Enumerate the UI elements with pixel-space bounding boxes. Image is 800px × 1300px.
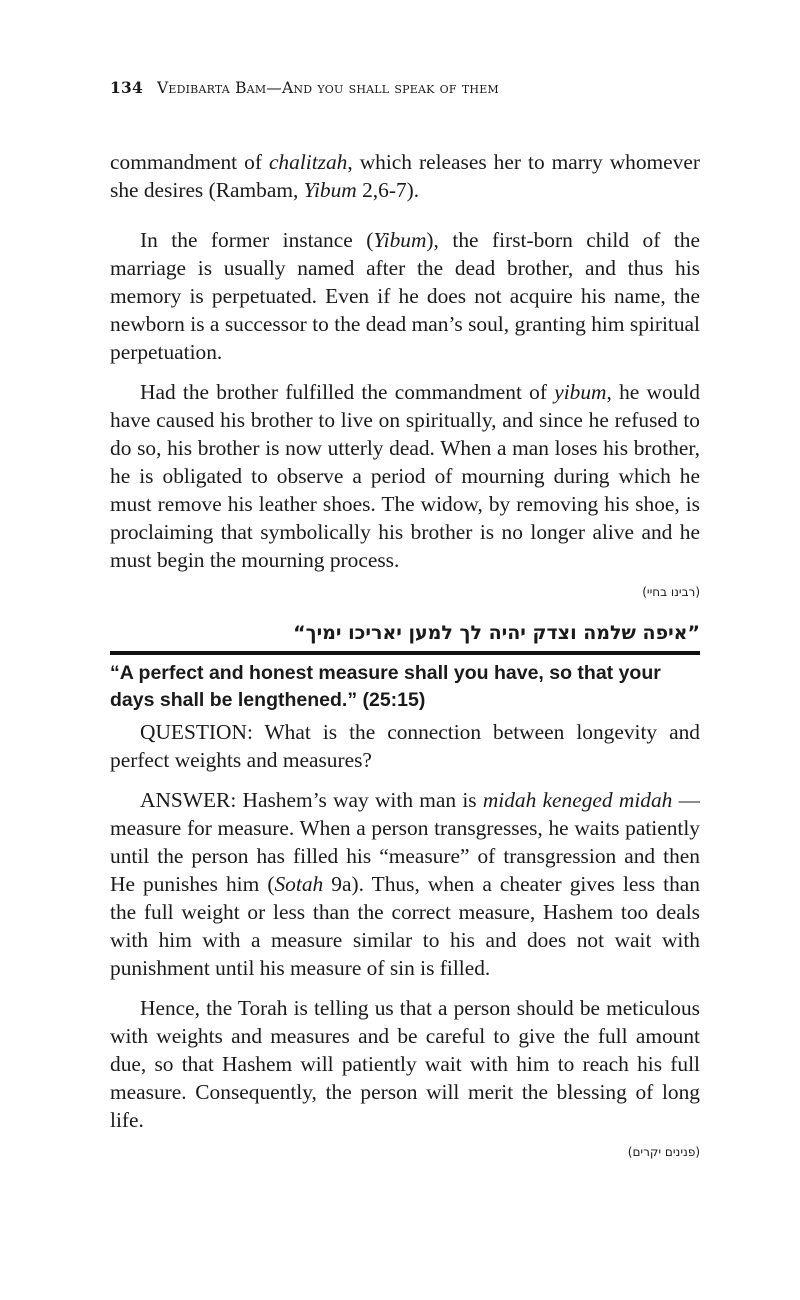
question-paragraph: QUESTION: What is the connection between longevity and perfect weights and measures? xyxy=(110,720,700,772)
continued-paragraph xyxy=(110,148,700,216)
answer-paragraph xyxy=(110,786,700,982)
italic-term: Yibum xyxy=(373,228,427,252)
italic-term: Sotah xyxy=(274,872,324,896)
source-citation: (רבינו בחיי) xyxy=(642,585,700,599)
paragraph xyxy=(110,378,700,574)
text-run: In the former instance ( xyxy=(140,228,374,252)
italic-term: chalitzah xyxy=(268,150,348,174)
section-measures xyxy=(110,718,700,1166)
page-number: 134 xyxy=(110,78,143,97)
text-run: Had the brother fulfilled the commandment of xyxy=(140,380,555,404)
text-run: 9a). Thus, when a cheater gives less than the full weight or less than the correct measure, Hashem too deals with him with a measure similar to his and does not wait with punishment until his measure of sin is filled. xyxy=(110,872,700,980)
book-title: Vedibarta Bam—And you shall speak of them xyxy=(156,79,499,97)
heading-rule xyxy=(110,651,700,655)
text-run: , which releases her to marry whomever she desires (Rambam, xyxy=(110,150,700,202)
italic-term: midah keneged midah xyxy=(482,788,673,812)
source-citation: (פנינים יקרים) xyxy=(627,1145,700,1159)
english-verse-heading: “A perfect and honest measure shall you have, so that your days shall be lengthened.” (25:15) xyxy=(110,662,661,711)
text-run: 2,6-7). xyxy=(356,178,420,202)
text-run: ANSWER: Hashem’s way with man is xyxy=(140,788,483,812)
italic-term: yibum xyxy=(554,380,607,404)
text-run: commandment of xyxy=(110,150,269,174)
text-run: ), the first-born child of the marriage is usually named after the dead brother, and thus his memory is perpetuated. Even if he does not acquire his name, the newborn is a successor to the dead man’s soul, granting him spiritual perpetuation. xyxy=(110,228,700,364)
italic-term: Yibum xyxy=(303,178,357,202)
running-head xyxy=(110,78,499,97)
hebrew-verse-heading: ”איפה שלמה וצדק יהיה לך למען יאריכו ימיך“ xyxy=(293,622,700,644)
paragraph xyxy=(110,226,700,366)
section-yibum xyxy=(110,226,700,606)
conclusion-paragraph: Hence, the Torah is telling us that a person should be meticulous with weights and measures and be careful to give the full amount due, so that Hashem will patiently wait with him to reach his full measure. Consequently, the person will merit the blessing of long life. xyxy=(110,996,700,1132)
text-run: , he would have caused his brother to live on spiritually, and since he refused to do so, his brother is now utterly dead. When a man loses his brother, he is obligated to observe a period of mourning during which he must remove his leather shoes. The widow, by removing his shoe, is proclaiming that symbolically his brother is no longer alive and he must begin the mourning process. xyxy=(110,380,700,572)
text-run: — measure for measure. When a person transgresses, he waits patiently until the person has filled his “measure” of transgression and then He punishes him ( xyxy=(110,788,700,896)
